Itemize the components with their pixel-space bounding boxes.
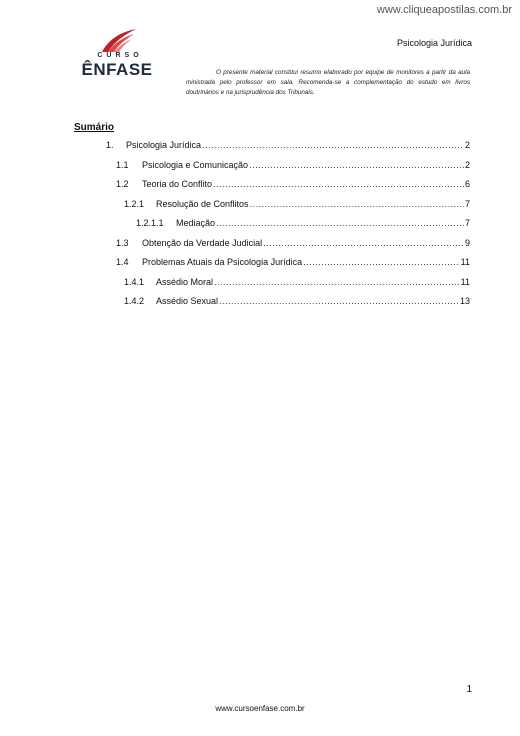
toc-entry-page: 9 (464, 237, 470, 248)
logo-line2: ÊNFASE (81, 60, 153, 79)
summary-title: Sumário (74, 122, 115, 133)
toc-leader-dots (250, 199, 464, 209)
toc-entry-page: 11 (460, 257, 470, 267)
toc-entry[interactable] (124, 296, 470, 310)
toc-entry-number: 1. (106, 140, 114, 150)
toc-entry-title: Resolução de Conflitos (156, 198, 249, 209)
watermark-url: www.cliqueapostilas.com.br (376, 4, 512, 16)
toc-leader-dots (249, 160, 464, 170)
toc-entry-title: Assédio Sexual (156, 296, 219, 306)
toc-entry[interactable] (116, 257, 470, 271)
toc-leader-dots (263, 238, 464, 248)
toc-entry-page: 7 (464, 198, 470, 209)
toc-entry[interactable] (136, 218, 470, 232)
toc-entry[interactable] (116, 160, 470, 174)
page-number: 1 (466, 684, 472, 695)
logo-line1: CURSO (97, 52, 143, 59)
toc-entry-number: 1.4.2 (124, 296, 145, 306)
toc-entry-title: Psicologia Jurídica (126, 140, 202, 150)
toc-entry-number: 1.4 (116, 257, 129, 267)
toc-entry[interactable] (116, 179, 470, 193)
toc-entry[interactable] (124, 277, 470, 291)
toc-entry-number: 1.2.1.1 (136, 218, 164, 228)
toc-entry-title: Teoria do Conflito (142, 179, 213, 189)
toc-entry-number: 1.2 (116, 179, 129, 189)
toc-entry-page: 6 (464, 179, 470, 189)
toc-entry-page: 13 (459, 296, 470, 306)
toc-entry-number: 1.1 (116, 159, 129, 170)
toc-entry-title: Obtenção da Verdade Judicial (142, 237, 263, 248)
toc-leader-dots (213, 179, 464, 189)
toc-entry[interactable] (116, 238, 470, 252)
toc-entry-number: 1.2.1 (124, 198, 145, 209)
disclaimer-text: O presente material constitui resumo elaborado por equipe de monitores a partir da aula ministrada pelo professor em sala. Recomenda-se a complementação do estudo em livros doutrinários e na jurisprudência dos Tribunais. (186, 69, 470, 96)
toc-entry-page: 2 (464, 140, 470, 150)
toc-entry-number: 1.3 (116, 237, 129, 248)
toc-entry-title: Mediação (176, 218, 216, 228)
document-title: Psicologia Jurídica (396, 38, 472, 48)
toc-leader-dots (219, 296, 459, 306)
footer-url[interactable]: www.cursoenfase.com.br (215, 704, 305, 713)
toc-leader-dots (303, 257, 460, 267)
toc-leader-dots (214, 277, 460, 287)
toc-entry-page: 7 (464, 218, 470, 228)
curso-enfase-logo (76, 28, 156, 84)
toc-entry-page: 11 (460, 276, 470, 287)
toc-entry[interactable] (106, 140, 470, 154)
toc-leader-dots (202, 140, 464, 150)
toc-entry-title: Assédio Moral (156, 276, 214, 287)
toc-entry[interactable] (124, 199, 470, 213)
logo-swoosh-icon (98, 28, 138, 54)
toc-entry-title: Problemas Atuais da Psicologia Jurídica (142, 257, 303, 267)
toc-entry-page: 2 (464, 159, 470, 170)
toc-leader-dots (216, 218, 464, 228)
toc-entry-number: 1.4.1 (124, 276, 145, 287)
toc-entry-title: Psicologia e Comunicação (142, 159, 249, 170)
